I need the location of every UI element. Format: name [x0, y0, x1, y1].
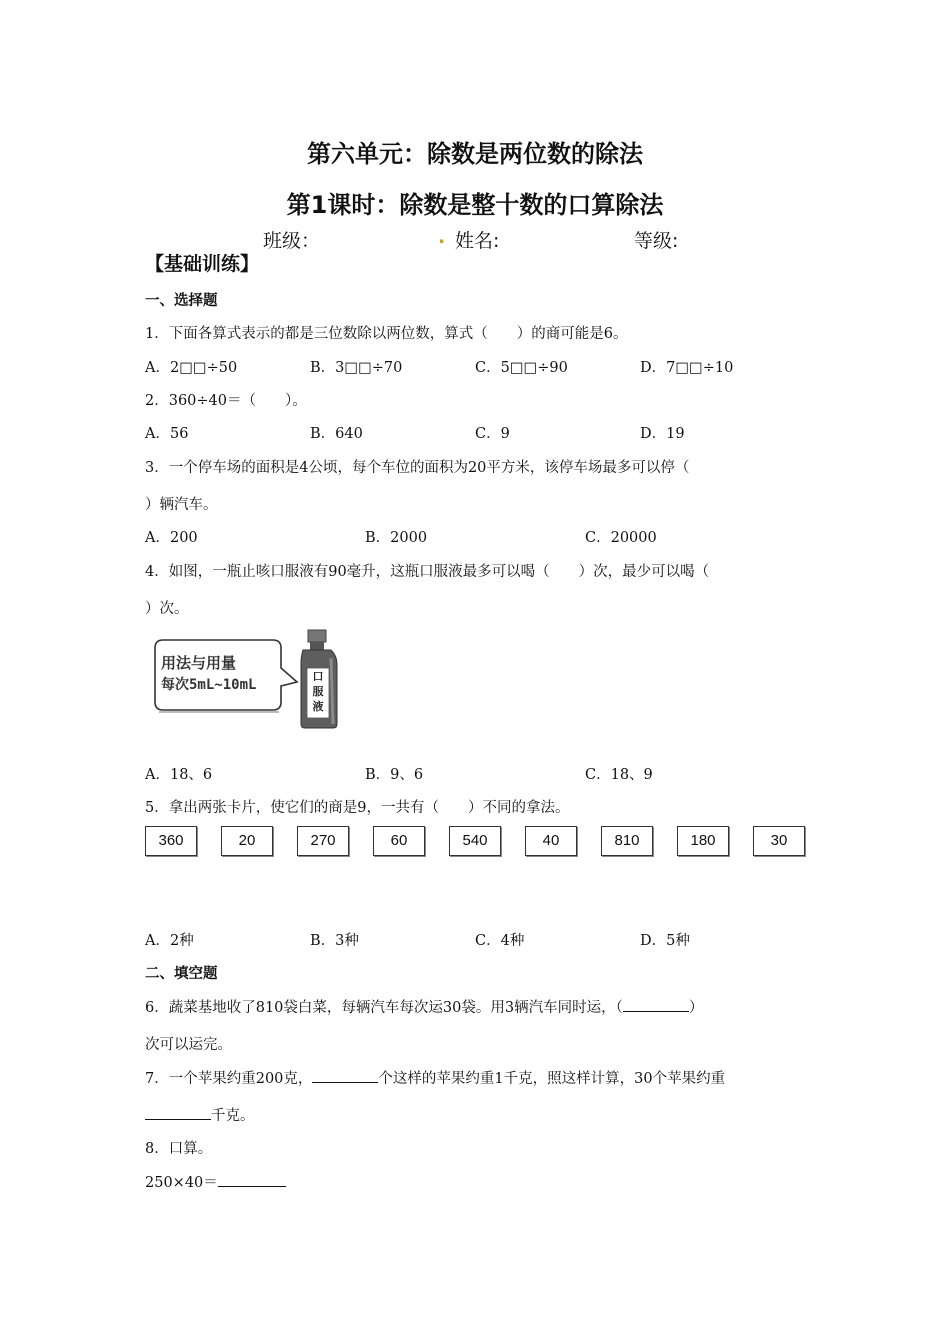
question-3-line2: ）辆汽车。 — [145, 497, 218, 513]
question-2: 2．360÷40＝（ ）。 — [145, 393, 307, 409]
question-7-line1 — [145, 1067, 725, 1088]
number-card: 30 — [753, 826, 805, 856]
number-card: 810 — [601, 826, 653, 856]
q2-option-a: A．56 — [145, 426, 189, 442]
question-8-expression — [145, 1171, 286, 1192]
medicine-figure — [145, 628, 345, 736]
bubble-line-2: 每次5mL~10mL — [161, 677, 257, 693]
info-dot: . — [438, 226, 446, 248]
answer-blank[interactable] — [145, 1105, 211, 1120]
bottle-label — [309, 669, 327, 714]
question-7-text-c: 千克。 — [211, 1108, 255, 1124]
number-card: 60 — [373, 826, 425, 856]
number-card: 20 — [221, 826, 273, 856]
question-4-line2: ）次。 — [145, 601, 189, 617]
grade-label: 等级: — [634, 230, 679, 252]
question-6-text: 6．蔬菜基地收了810袋白菜，每辆汽车每次运30袋。用3辆汽车同时运，（ — [145, 1000, 623, 1016]
q2-option-d: D．19 — [640, 426, 685, 442]
section-multiple-choice: 一、选择题 — [145, 293, 218, 309]
q1-option-b: B．3□□÷70 — [310, 360, 403, 376]
q5-option-d: D．5种 — [640, 933, 690, 949]
question-6-close: ） — [688, 1000, 704, 1016]
bottle-label-char: 口 — [312, 670, 324, 683]
q4-option-c: C．18、9 — [585, 767, 653, 783]
bubble-line-1: 用法与用量 — [161, 654, 237, 672]
class-label: 班级： — [263, 230, 321, 252]
q4-option-a: A．18、6 — [145, 767, 213, 783]
question-7-text-a: 7．一个苹果约重200克， — [145, 1071, 313, 1087]
name-label: 姓名: — [455, 230, 500, 252]
number-card: 270 — [297, 826, 349, 856]
q1-option-d: D．7□□÷10 — [640, 360, 734, 376]
expression-text: 250×40＝ — [145, 1175, 218, 1191]
question-1: 1．下面各算式表示的都是三位数除以两位数，算式（ ）的商可能是6。 — [145, 326, 628, 342]
q2-option-c: C．9 — [475, 426, 510, 442]
q4-option-b: B．9、6 — [365, 767, 424, 783]
question-5: 5．拿出两张卡片，使它们的商是9，一共有（ ）不同的拿法。 — [145, 800, 570, 816]
q1-option-c: C．5□□÷90 — [475, 360, 568, 376]
question-7-text-b: 个这样的苹果约重1千克，照这样计算，30个苹果约重 — [378, 1071, 726, 1087]
bottle-label-char: 液 — [312, 700, 324, 713]
page-subtitle: 第1课时：除数是整十数的口算除法 — [286, 191, 664, 219]
q5-option-c: C．4种 — [475, 933, 525, 949]
question-6-line2: 次可以运完。 — [145, 1037, 232, 1053]
answer-blank[interactable] — [218, 1172, 286, 1187]
q3-option-c: C．20000 — [585, 530, 657, 546]
bottle-label-char: 服 — [312, 685, 324, 698]
section-basic-training: 【基础训练】 — [145, 253, 260, 275]
answer-blank[interactable] — [312, 1068, 378, 1083]
number-card: 180 — [677, 826, 729, 856]
q1-option-a: A．2□□÷50 — [145, 360, 238, 376]
q5-option-b: B．3种 — [310, 933, 359, 949]
q2-option-b: B．640 — [310, 426, 363, 442]
number-card: 40 — [525, 826, 577, 856]
question-6-line1 — [145, 996, 703, 1017]
q5-option-a: A．2种 — [145, 933, 194, 949]
question-4-line1: 4．如图，一瓶止咳口服液有90毫升，这瓶口服液最多可以喝（ ）次，最少可以喝（ — [145, 564, 710, 580]
section-fill-in: 二、填空题 — [145, 966, 218, 982]
page-title: 第六单元：除数是两位数的除法 — [307, 140, 643, 168]
question-3-line1: 3．一个停车场的面积是4公顷，每个车位的面积为20平方米，该停车场最多可以停（ — [145, 460, 690, 476]
number-card: 540 — [449, 826, 501, 856]
question-7-line2 — [145, 1104, 255, 1125]
number-card: 360 — [145, 826, 197, 856]
answer-blank[interactable] — [623, 997, 689, 1012]
q3-option-b: B．2000 — [365, 530, 428, 546]
question-8: 8．口算。 — [145, 1141, 213, 1157]
q3-option-a: A．200 — [145, 530, 198, 546]
